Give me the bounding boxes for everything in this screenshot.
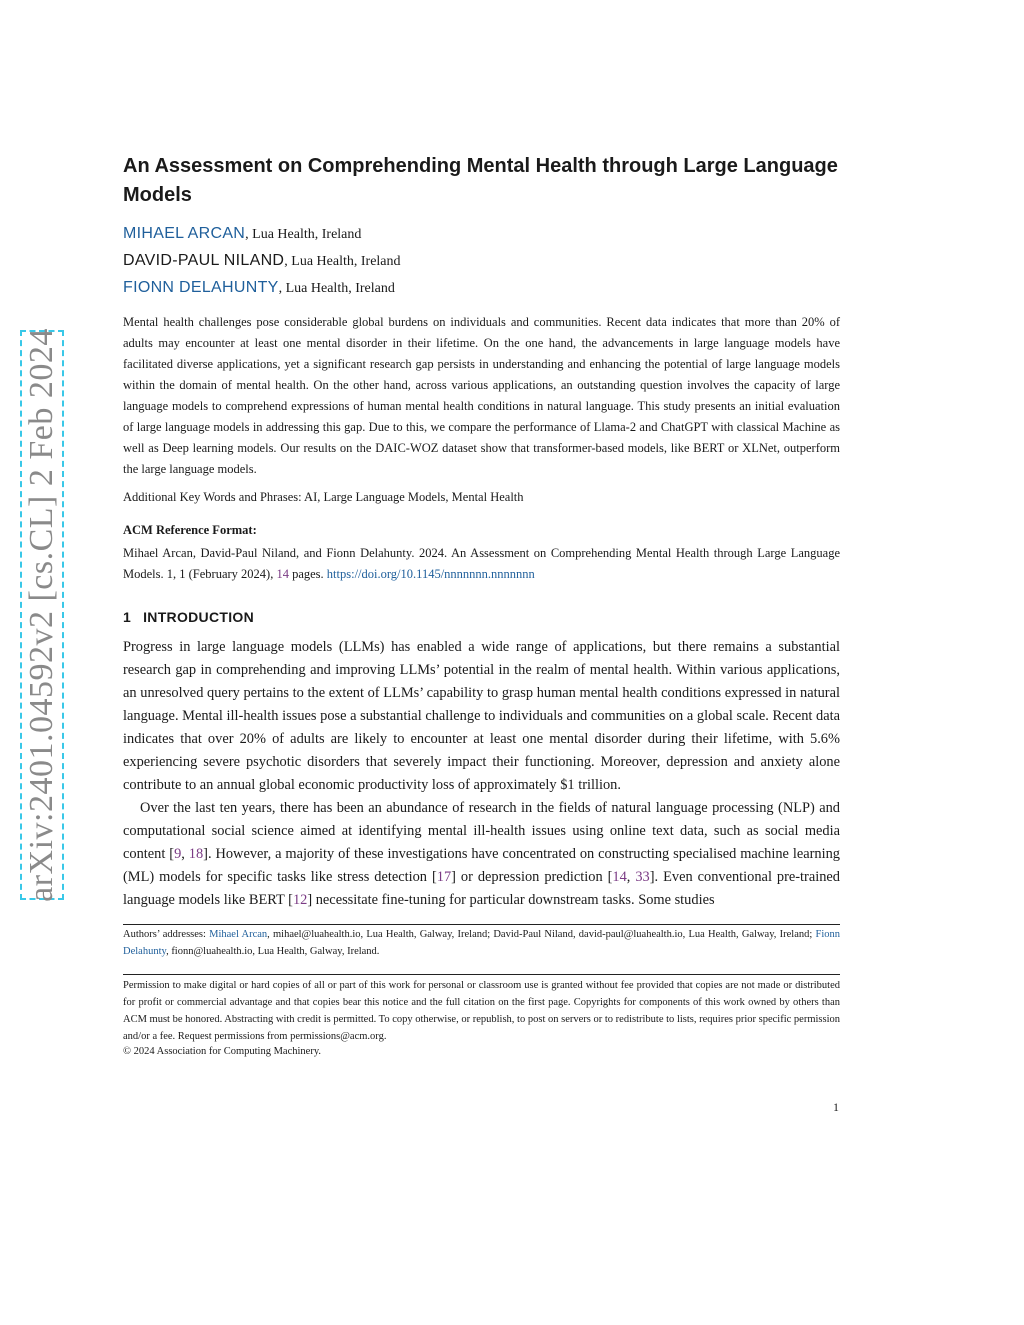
paragraph-text: , xyxy=(181,846,189,862)
section-title: INTRODUCTION xyxy=(143,609,255,625)
citation-link[interactable]: 9 xyxy=(174,846,182,862)
paragraph-text: ] or depression prediction [ xyxy=(451,869,613,885)
page-count-link[interactable]: 14 xyxy=(276,567,289,581)
footnote-text: , fionn@luahealth.io, Lua Health, Galway, Ireland. xyxy=(166,946,380,957)
paragraph-text: ] necessitate fine-tuning for particular downstream tasks. Some studies xyxy=(307,892,715,908)
authors-addresses-footnote xyxy=(123,926,840,960)
permission-divider xyxy=(123,974,840,975)
permission-notice: Permission to make digital or hard copies of all or part of this work for personal or classroom use is granted without fee provided that copies are not made or distributed for profit or commercial advantage and that copies bear this notice and the full citation on the first page. Copyrights for components of this work owned by others than ACM must be honored. Abstracting with credit is permitted. To copy otherwise, or republish, to post on servers or to redistribute to lists, requires prior specific permission and/or a fee. Request permissions from permissions@acm.org. xyxy=(123,980,840,1042)
paragraph-text: ]. Even conventional pre-trained language models like BERT [ xyxy=(123,869,841,908)
citation-link[interactable]: 18 xyxy=(188,846,204,862)
footnote-text: , mihael@luahealth.io, Lua Health, Galway, Ireland; David-Paul Niland, david-paul@luahealth.io, Lua Health, Galway, Ireland; xyxy=(267,929,816,940)
arxiv-identifier: arXiv:2401.04592v2 [cs.CL] 2 Feb 2024 xyxy=(23,328,60,902)
paper-title: An Assessment on Comprehending Mental Health through Large Language Models xyxy=(123,155,838,206)
section-heading-introduction xyxy=(123,609,254,625)
author-1 xyxy=(123,224,361,245)
intro-paragraph-1: Progress in large language models (LLMs) has enabled a wide range of applications, but there remains a substantial research gap in comprehending and improving LLMs’ potential in the realm of mental health. Within various applications, an unresolved query pertains to the extent of LLMs’ capability to grasp human mental health conditions expressed in natural language. Mental ill-health issues pose a substantial challenge to individuals and communities on a global scale. Recent data indicates that over 20% of adults are likely to encounter at least one mental disorder during their lifetime, with 5.6% experiencing severe psychotic disorders that severely impact their functioning. Moreover, depression and anxiety alone contribute to an annual global economic productivity loss of approximately $1 trillion. xyxy=(123,639,840,793)
abstract: Mental health challenges pose considerable global burdens on individuals and communities. Recent data indicates that more than 20% of adults may encounter at least one mental disorder in their lifetime. On the one hand, the advancements in large language models have facilitated diverse applications, yet a significant research gap persists in understanding and enhancing the potential of large language models within the domain of mental health. On the other hand, across various applications, an outstanding question involves the capacity of large language models to comprehend expressions of human mental health conditions in natural language. This study presents an initial evaluation of large language models in addressing this gap. Due to this, we compare the performance of Llama-2 and ChatGPT with classical Machine as well as Deep learning models. Our results on the DAIC-WOZ dataset show that transformer-based models, like BERT or XLNet, outperform the large language models. xyxy=(123,315,840,476)
author-3-affiliation: , Lua Health, Ireland xyxy=(278,281,395,296)
author-2 xyxy=(123,251,401,272)
page-number: 1 xyxy=(833,1100,839,1114)
author-2-name: DAVID-PAUL NILAND xyxy=(123,252,285,269)
footnote-text: Authors’ addresses: xyxy=(123,929,210,940)
paragraph-text: , xyxy=(626,869,636,885)
footnote-divider xyxy=(123,924,840,925)
intro-paragraph-2 xyxy=(123,797,840,912)
author-1-name-link[interactable]: MIHAEL ARCAN xyxy=(123,225,246,242)
section-number: 1 xyxy=(123,609,132,625)
author-address-link[interactable]: Fionn Delahunty xyxy=(123,929,840,957)
acm-reference-heading: ACM Reference Format: xyxy=(123,523,257,537)
author-2-affiliation: , Lua Health, Ireland xyxy=(284,254,401,269)
keywords: Additional Key Words and Phrases: AI, Large Language Models, Mental Health xyxy=(123,490,524,504)
arxiv-stamp xyxy=(20,330,64,900)
author-3-name-link[interactable]: FIONN DELAHUNTY xyxy=(123,279,279,296)
author-address-link[interactable]: Mihael Arcan xyxy=(209,929,268,940)
copyright-notice: © 2024 Association for Computing Machinery. xyxy=(123,1046,322,1057)
citation-link[interactable]: 14 xyxy=(612,869,627,885)
citation-link[interactable]: 33 xyxy=(635,869,650,885)
acm-reference-citation: Mihael Arcan, David-Paul Niland, and Fionn Delahunty. 2024. An Assessment on Comprehending Mental Health through Large Language Models. 1, 1 (February 2024), xyxy=(123,546,840,581)
author-3 xyxy=(123,278,395,299)
author-1-affiliation: , Lua Health, Ireland xyxy=(245,227,362,242)
citation-link[interactable]: 12 xyxy=(292,892,308,908)
paragraph-text: ]. However, a majority of these investigations have concentrated on constructing specialised machine learning (ML) models for specific tasks like stress detection [ xyxy=(123,846,841,885)
acm-reference-text xyxy=(123,543,840,585)
doi-link[interactable]: https://doi.org/10.1145/nnnnnnn.nnnnnnn xyxy=(326,567,535,581)
citation-link[interactable]: 17 xyxy=(436,869,452,885)
paragraph-text: Over the last ten years, there has been an abundance of research in the fields of natural language processing (NLP) and computational social science aimed at identifying mental ill-health issues using online text data, such as social media content [ xyxy=(123,800,840,862)
acm-reference-pages-label: pages. xyxy=(288,567,327,581)
